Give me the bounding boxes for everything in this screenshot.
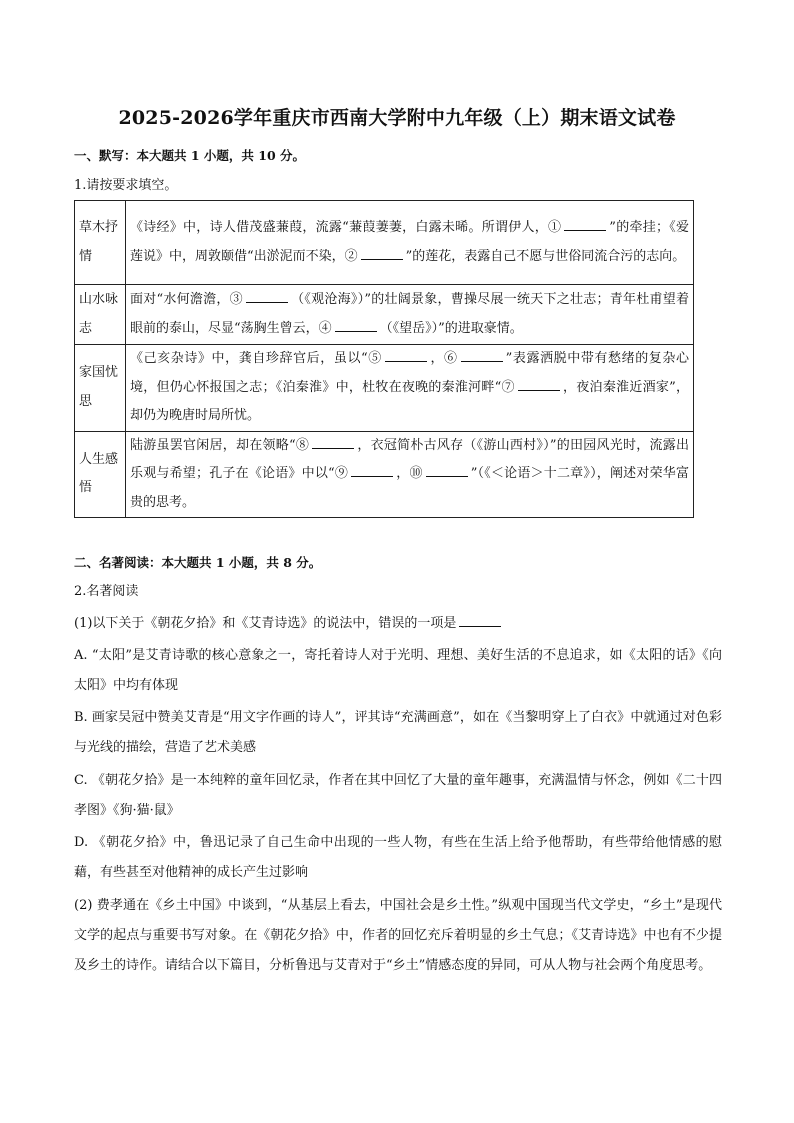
exam-title: 2025-2026学年重庆市西南大学附中九年级（上）期末语文试卷 <box>118 107 676 129</box>
answer-blank[interactable] <box>426 464 468 477</box>
section-heading-reading: 二、名著阅读：本大题共 1 小题，共 8 分。 <box>74 555 322 570</box>
table-row <box>75 285 694 345</box>
dictation-table <box>74 200 694 518</box>
question-2-sub1: (1)以下关于《朝花夕拾》和《艾青诗选》的说法中，错误的一项是 <box>74 609 722 639</box>
option-c[interactable]: C. 《朝花夕拾》是一本纯粹的童年回忆录，作者在其中回忆了大量的童年趣事，充满温情与怀念，例如《二十四孝图》《狗·猫·鼠》 <box>74 773 722 818</box>
row-category: 人生感悟 <box>75 431 126 518</box>
answer-blank[interactable] <box>459 614 501 627</box>
answer-blank[interactable] <box>246 290 288 303</box>
row-text: 面对“水何澹澹，③ （《观沧海》）”的壮阔景象，曹操尽展一统天下之壮志；青年杜甫望着眼前的泰山，尽显“荡胸生曾云，④ （《望岳》）”的进取豪情。 <box>126 285 694 345</box>
answer-blank[interactable] <box>385 349 427 362</box>
table-row <box>75 345 694 432</box>
table-row <box>75 431 694 518</box>
answer-blank[interactable] <box>312 436 354 449</box>
question-1-prompt: 1.请按要求填空。 <box>74 178 178 193</box>
section-heading-dictation: 一、默写：本大题共 1 小题，共 10 分。 <box>74 148 306 163</box>
row-text: 《诗经》中，诗人借茂盛蒹葭，流露“蒹葭萋萋，白露未晞。所谓伊人，① ”的牵挂；《爱莲说》中，周敦颐借“出淤泥而不染，② ”的莲花，表露自己不愿与世俗同流合污的志向。 <box>126 201 694 285</box>
option-d[interactable]: D. 《朝花夕拾》中，鲁迅记录了自己生命中出现的一些人物，有些在生活上给予他帮助，有些带给他情感的慰藉，有些甚至对他精神的成长产生过影响 <box>74 835 722 880</box>
row-category: 山水咏志 <box>75 285 126 345</box>
row-text: 《己亥杂诗》中，龚自珍辞官后，虽以“⑤ ，⑥ ”表露洒脱中带有愁绪的复杂心境，但仍心怀报国之志；《泊秦淮》中，杜牧在夜晚的秦淮河畔“⑦ ，夜泊秦淮近酒家”，却仍为晚唐时局所忧。 <box>126 345 694 432</box>
answer-blank[interactable] <box>361 247 403 260</box>
row-text: 陆游虽罢官闲居，却在领略“⑧ ，衣冠简朴古风存（《游山西村》）”的田园风光时，流露出乐观与希望；孔子在《论语》中以“⑨ ，⑩ ”（《＜论语＞十二章》），阐述对荣华富贵的思考。 <box>126 431 694 518</box>
question-2-sub2: (2) 费孝通在《乡土中国》中谈到，“从基层上看去，中国社会是乡土性。”纵观中国现当代文学史，“乡土”是现代文学的起点与重要书写对象。在《朝花夕拾》中，作者的回忆充斥着明显的乡土气息；《艾青诗选》中也有不少提及乡土的诗作。请结合以下篇目，分析鲁迅与艾青对于“乡土”情感态度的异同，可从人物与社会两个角度思考。 <box>74 898 722 973</box>
question-2-prompt: 2.名著阅读 <box>74 584 139 599</box>
answer-blank[interactable] <box>351 464 393 477</box>
answer-blank[interactable] <box>564 218 606 231</box>
row-category: 草木抒情 <box>75 201 126 285</box>
table-row <box>75 201 694 285</box>
answer-blank[interactable] <box>518 378 560 391</box>
option-b[interactable]: B. 画家吴冠中赞美艾青是“用文字作画的诗人”，评其诗“充满画意”，如在《当黎明穿上了白衣》中就通过对色彩与光线的描绘，营造了艺术美感 <box>74 710 722 755</box>
option-a[interactable]: A. “太阳”是艾青诗歌的核心意象之一，寄托着诗人对于光明、理想、美好生活的不息追求，如《太阳的话》《向太阳》中均有体现 <box>74 648 722 693</box>
row-category: 家国忧思 <box>75 345 126 432</box>
answer-blank[interactable] <box>461 349 503 362</box>
answer-blank[interactable] <box>335 319 377 332</box>
